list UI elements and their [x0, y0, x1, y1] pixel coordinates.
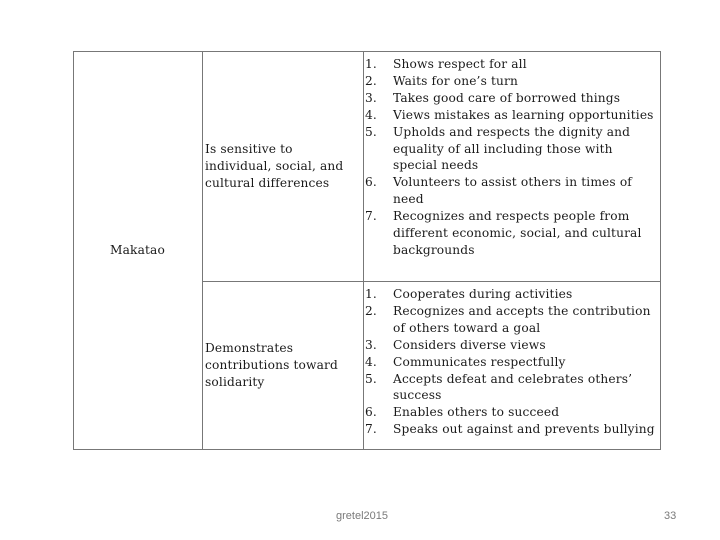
indicator-text: Shows respect for all — [393, 57, 527, 71]
indicator-number: 1. — [365, 57, 377, 71]
behavior-statement-cell — [203, 52, 364, 282]
core-value-cell — [74, 52, 203, 450]
list-item — [364, 421, 660, 438]
behavior-statement: Demonstrates contributions toward solidarity — [205, 341, 338, 389]
indicator-number: 7. — [365, 209, 377, 224]
indicator-text: Speaks out against and prevents bullying — [393, 422, 655, 437]
indicator-text: Upholds and respects the dignity and equality of all including those with special needs — [393, 124, 631, 173]
list-item — [364, 73, 660, 90]
indicator-list — [364, 56, 660, 259]
list-item — [364, 303, 660, 337]
behavior-statement-cell — [203, 282, 364, 450]
indicator-text: Waits for one’s turn — [393, 73, 519, 88]
indicators-cell — [364, 282, 661, 450]
list-item — [364, 124, 660, 175]
indicator-number: 2. — [365, 73, 377, 88]
indicator-text: Accepts defeat and celebrates others’ success — [393, 371, 633, 403]
indicator-number: 5. — [365, 124, 377, 139]
list-item — [364, 107, 660, 124]
footer-author: gretel2015 — [336, 510, 388, 522]
core-values-table — [73, 51, 661, 450]
list-item — [364, 208, 660, 259]
table-row — [74, 52, 661, 282]
indicator-text: Considers diverse views — [393, 337, 546, 352]
indicator-number: 5. — [365, 371, 377, 386]
indicator-number: 6. — [365, 175, 377, 190]
indicator-text: Cooperates during activities — [393, 287, 573, 301]
list-item — [364, 354, 660, 371]
list-item — [364, 286, 660, 303]
indicators-cell — [364, 52, 661, 282]
list-item — [364, 404, 660, 421]
list-item — [364, 371, 660, 405]
behavior-statement: Is sensitive to individual, social, and cultural differences — [205, 142, 344, 190]
list-item — [364, 56, 660, 73]
indicator-number: 4. — [365, 107, 377, 122]
indicator-text: Communicates respectfully — [393, 354, 566, 369]
core-value-label: Makatao — [110, 243, 165, 258]
indicator-number: 4. — [365, 354, 377, 369]
indicator-list — [364, 286, 660, 438]
list-item — [364, 174, 660, 208]
indicator-number: 2. — [365, 303, 377, 318]
indicator-number: 3. — [365, 90, 377, 105]
indicator-number: 7. — [365, 422, 377, 437]
indicator-text: Views mistakes as learning opportunities — [393, 107, 654, 122]
indicator-text: Recognizes and respects people from different economic, social, and cultural backgrounds — [393, 209, 642, 257]
list-item — [364, 337, 660, 354]
indicator-number: 1. — [365, 287, 377, 301]
indicator-text: Enables others to succeed — [393, 405, 560, 420]
page-number: 33 — [664, 510, 677, 522]
indicator-text: Volunteers to assist others in times of need — [393, 175, 632, 207]
indicator-number: 6. — [365, 405, 377, 420]
indicator-number: 3. — [365, 337, 377, 352]
indicator-text: Recognizes and accepts the contribution of others toward a goal — [393, 303, 651, 335]
indicator-text: Takes good care of borrowed things — [393, 90, 621, 105]
list-item — [364, 90, 660, 107]
